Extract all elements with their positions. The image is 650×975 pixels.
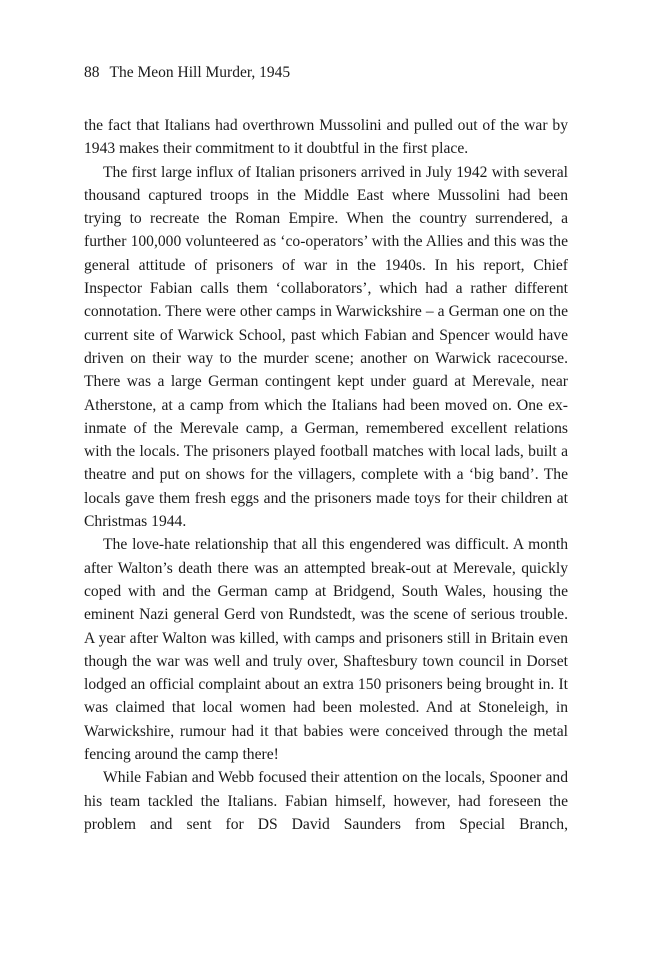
book-page bbox=[84, 62, 568, 836]
running-head bbox=[84, 62, 568, 84]
paragraph: The first large influx of Italian prisoners arrived in July 1942 with several thousand captured troops in the Middle East where Mussolini had been trying to recreate the Roman Empire. When the country surrendered, a further 100,000 volunteered as ‘co-operators’ with the Allies and this was the general attitude of prisoners of war in the 1940s. In his report, Chief Inspector Fabian calls them ‘collaborators’, which had a rather different connotation. There were other camps in Warwickshire – a German one on the current site of Warwick School, past which Fabian and Spencer would have driven on their way to the murder scene; another on Warwick racecourse. There was a large German contingent kept under guard at Merevale, near Atherstone, at a camp from which the Italians had been moved on. One ex-inmate of the Merevale camp, a German, remembered excellent relations with the locals. The prisoners played football matches with local lads, built a theatre and put on shows for the villagers, complete with a ‘big band’. The locals gave them fresh eggs and the prisoners made toys for their children at Christmas 1944. bbox=[84, 163, 568, 531]
body-text bbox=[84, 114, 568, 836]
running-title: The Meon Hill Murder, 1945 bbox=[109, 64, 291, 81]
page-number: 88 bbox=[84, 64, 100, 81]
paragraph: While Fabian and Webb focused their attention on the locals, Spooner and his team tackled the Italians. Fabian himself, however, had foreseen the problem and sent for DS David Saunders from Special Branch, bbox=[84, 769, 568, 833]
paragraph: The love-hate relationship that all this engendered was difficult. A month after Walton’s death there was an attempted break-out at Merevale, quickly coped with and the German camp at Bridgend, South Wales, housing the eminent Nazi general Gerd von Rundstedt, was the scene of serious trouble. A year after Walton was killed, with camps and prisoners still in Britain even though the war was well and truly over, Shaftesbury town council in Dorset lodged an official complaint about an extra 150 prisoners being brought in. It was claimed that local women had been molested. And at Stoneleigh, in Warwickshire, rumour had it that babies were conceived through the metal fencing around the camp there! bbox=[84, 536, 568, 764]
paragraph-continued: the fact that Italians had overthrown Mussolini and pulled out of the war by 1943 makes their commitment to it doubtful in the first place. bbox=[84, 117, 568, 158]
